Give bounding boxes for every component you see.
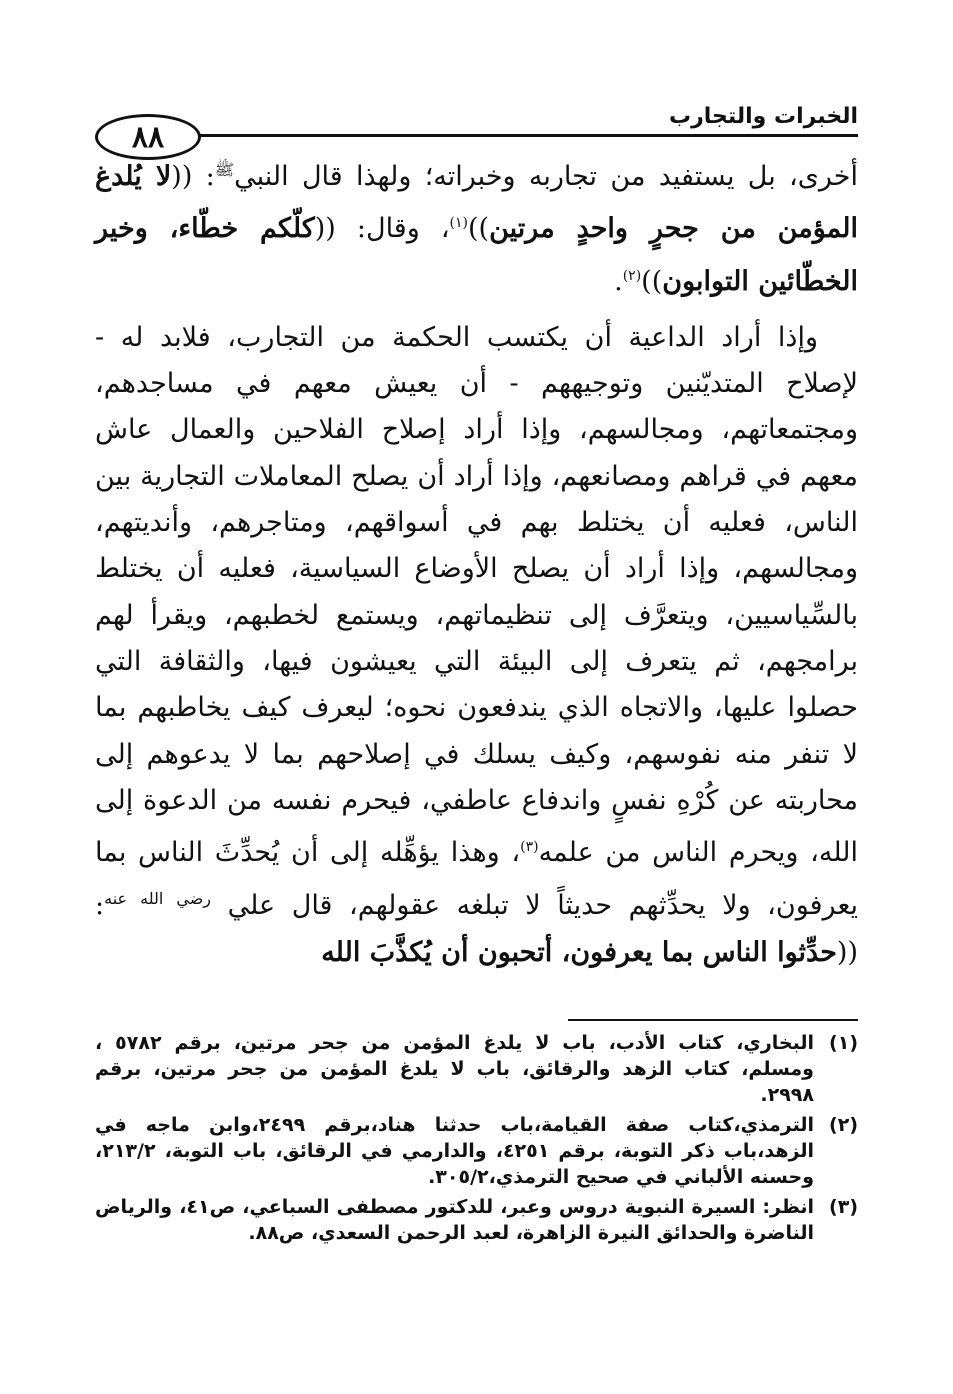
- page-number-text: ٨٨: [131, 119, 165, 155]
- hadith-2: كلّكم خطّاء، وخير الخطّائين التوابون: [95, 213, 858, 297]
- footnote-ref-2: (٢): [622, 267, 642, 284]
- paragraph-2: [95, 315, 858, 976]
- p1-text-b: : ((: [171, 161, 215, 192]
- p2-text-b: ، وهذا يؤهِّله إلى أن يُحدِّثَ الناس بما يعرفون، ولا يحدِّثهم حديثاً لا تبلغه عقولهم، قال علي: [95, 837, 858, 922]
- footnote-rule: [568, 1019, 858, 1021]
- footnote-text: الترمذي،كتاب صفة القيامة،باب حدثنا هناد،برقم ٢٤٩٩،وابن ماجه في الزهد،باب ذكر التوبة، برقم ٤٢٥١، والدارمي في الرقائق، باب التوبة، ٢١٣/٢، وحسنه الألباني في صحيح الترمذي،٣٠٥/٢.: [95, 1114, 815, 1188]
- footnotes: [95, 1030, 858, 1250]
- p1-text-d: ، وقال: ((: [314, 213, 450, 245]
- p1-text-a: أخرى، بل يستفيد من تجاربه وخبراته؛ ولهذا قال النبي: [234, 161, 858, 192]
- footnote-number: (٢): [829, 1114, 858, 1136]
- p1-text-c: )): [468, 213, 490, 245]
- running-title: الخبرات والتجارب: [669, 104, 858, 129]
- footnote-3: [95, 1194, 858, 1246]
- p2-text-c: : ((: [95, 890, 858, 968]
- footnote-1: [95, 1030, 858, 1108]
- header-rule: [195, 134, 858, 137]
- p1-text-f: .: [614, 265, 623, 297]
- footnote-ref-1: (١): [449, 215, 469, 232]
- quote-ali: حدِّثوا الناس بما يعرفون، أتحبون أن يُكذَّبَ الله: [321, 936, 837, 968]
- footnote-number: (٣): [829, 1196, 858, 1218]
- p2-text-a: وإذا أراد الداعية أن يكتسب الحكمة من التجارب، فلابد له - لإصلاح المتديّنين وتوجيههم - أن يعيش معهم في مساجدهم، ومجتمعاتهم، ومجالسهم، وإذا أراد إصلاح الفلاحين والعمال عاش معهم في قراهم ومصانعهم، وإذا أراد أن يصلح المعاملات التجارية بين الناس، فعليه أن يختلط بهم في أسواقهم، ومتاجرهم، وأنديتهم، ومجالسهم، وإذا أراد أن يصلح الأوضاع السياسية، فعليه أن يختلط بالسِّياسيين، ويتعرَّف إلى تنظيماتهم، ويستمع لخطبهم، ويقرأ لهم برامجهم، ثم يتعرف إلى البيئة التي يعيشون فيها، والثقافة التي حصلوا عليها، والاتجاه الذي يندفعون نحوه؛ ليعرف كيف يخاطبهم بما لا تنفر منه نفوسهم، وكيف يسلك في إصلاحهم بما لا يدعوهم إلى محاربته عن كُرْهِ نفسٍ واندفاع عاطفي، فيحرم نفسه من الدعوة إلى الله، ويحرم الناس من علمه: [95, 321, 858, 869]
- footnote-2: [95, 1112, 858, 1190]
- body-text: [95, 147, 858, 976]
- paragraph-1: [95, 147, 858, 305]
- footnote-ref-3: (٣): [520, 839, 539, 856]
- companion-honorific: رضي الله عنه: [104, 889, 212, 909]
- footnote-text: البخاري، كتاب الأدب، باب لا يلدغ المؤمن من جحر مرتين، برقم ٥٧٨٢ ، ومسلم، كتاب الزهد والرقائق، باب لا يلدغ المؤمن من جحر مرتين، برقم ٢٩٩٨.: [95, 1032, 814, 1106]
- footnote-number: (١): [829, 1032, 858, 1054]
- p1-text-e: )): [641, 265, 663, 297]
- prophet-honorific: ﷺ: [214, 160, 235, 179]
- footnote-text: انظر: السيرة النبوية دروس وعبر، للدكتور مصطفى السباعي، ص٤١، والرياض الناضرة والحدائق النيرة الزاهرة، لعبد الرحمن السعدي، ص٨٨.: [95, 1196, 814, 1244]
- hadith-1: لا يُلدغ المؤمن من جحرٍ واحدٍ مرتين: [95, 161, 858, 245]
